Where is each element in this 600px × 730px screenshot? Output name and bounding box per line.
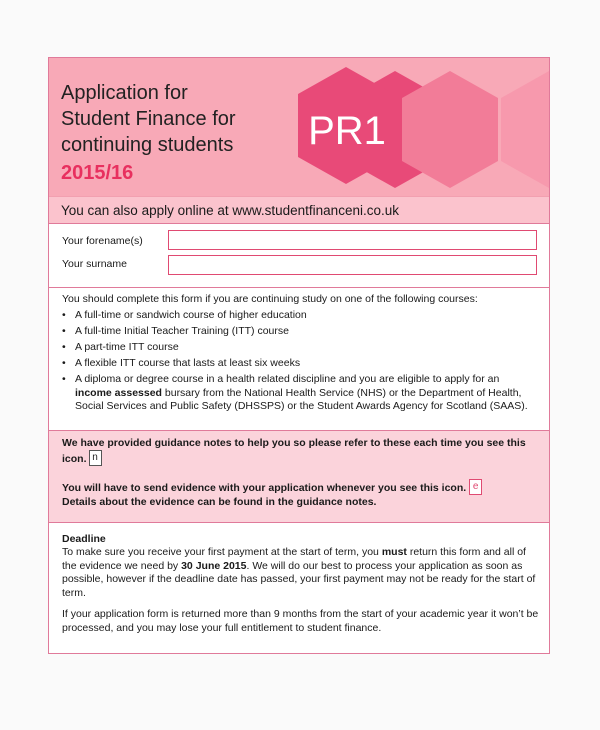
surname-input[interactable] — [168, 255, 537, 275]
bullet-icon: • — [62, 341, 66, 353]
forename-label: Your forename(s) — [62, 235, 143, 247]
deadline-paragraph-2: If your application form is returned more than 9 months from the start of your academic year it won’t be processed, and you may lose your full entitlement to student finance. — [62, 608, 539, 634]
title-line-2: Student Finance for — [61, 108, 236, 130]
name-section — [49, 223, 549, 288]
bullet-icon: • — [62, 373, 66, 385]
eligible-courses — [49, 288, 549, 431]
title-line-3: continuing students — [61, 134, 234, 156]
form-header — [49, 58, 549, 223]
form-code: PR1 — [308, 109, 386, 153]
list-item: • A full-time or sandwich course of higher education — [62, 309, 307, 321]
bullet-icon: • — [62, 309, 66, 321]
guidance-section — [49, 431, 549, 523]
list-item: • A full-time Initial Teacher Training (ITT) course — [62, 325, 289, 337]
list-item: • A diploma or degree course in a health related discipline and you are eligible to apply for an income assessed bursary from the National Health Service (NHS) or the Department of Health, Social Services and Public Safety (DHSSPS) or the Student Awards Agency for Scotland (SAAS). — [62, 373, 528, 412]
bullet-icon: • — [62, 357, 66, 369]
academic-year: 2015/16 — [61, 162, 134, 184]
deadline-paragraph-1: To make sure you receive your first payment at the start of term, you must return this form and all of the evidence we need by 30 June 2015. We will do our best to process your application as soon as possible, however if the deadline date has passed, your first payment may not be ready for the start of term. — [62, 546, 536, 599]
form-title — [61, 80, 236, 158]
evidence-text: You will have to send evidence with your application whenever you see this icon. e Details about the evidence can be found in the guidance notes. — [62, 480, 542, 510]
list-item: • A part-time ITT course — [62, 341, 179, 353]
deadline-heading: Deadline — [62, 533, 106, 545]
guidance-notes-text: We have provided guidance notes to help you so please refer to these each time you see this icon. n — [62, 437, 526, 465]
surname-label: Your surname — [62, 258, 127, 270]
course-list — [49, 309, 529, 416]
courses-intro: You should complete this form if you are continuing study on one of the following courses: — [62, 293, 478, 305]
apply-online-bar — [49, 196, 549, 223]
title-line-1: Application for — [61, 82, 188, 104]
application-form — [48, 57, 550, 654]
deadline-section — [49, 523, 549, 653]
apply-online-text: You can also apply online at www.studentfinanceni.co.uk — [61, 203, 399, 218]
guidance-notes-icon: n — [89, 450, 102, 466]
forename-input[interactable] — [168, 230, 537, 250]
bullet-icon: • — [62, 325, 66, 337]
evidence-icon: e — [469, 479, 482, 495]
list-item: • A flexible ITT course that lasts at least six weeks — [62, 357, 301, 369]
